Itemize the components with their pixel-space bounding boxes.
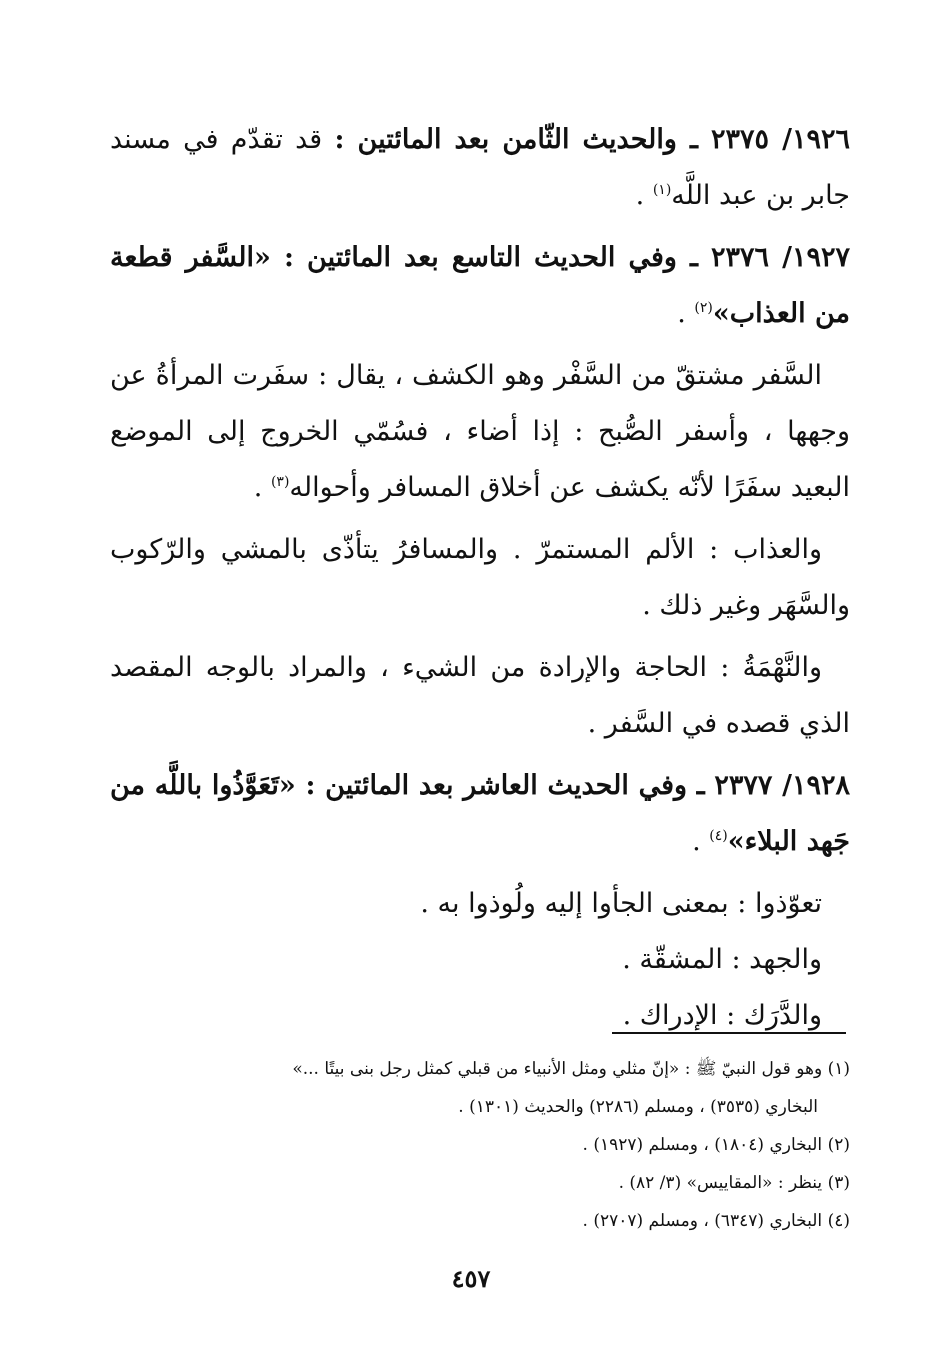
footnote-number: (٢) bbox=[827, 1135, 850, 1155]
footnote-number: (١) bbox=[827, 1059, 850, 1079]
footnote-divider bbox=[612, 1032, 846, 1034]
footnote-4 bbox=[110, 1202, 850, 1240]
explanation-nahma: والنَّهْمَةُ : الحاجة والإرادة من الشيء ، والمراد بالوجه المقصد الذي قصده في السَّفر . bbox=[110, 652, 850, 739]
explanation-adhab: والعذاب : الألم المستمرّ . والمسافرُ يتأذّى بالمشي والرّكوب والسَّهَر وغير ذلك . bbox=[110, 534, 850, 621]
entry-end: . bbox=[692, 826, 710, 857]
page-number: ٤٥٧ bbox=[451, 1264, 491, 1293]
explanation-safar bbox=[110, 348, 850, 516]
entry-end: . bbox=[677, 298, 695, 329]
definition-darak: والدَّرَك : الإدراك . bbox=[622, 1000, 822, 1031]
footnote-text: ينظر : «المقاييس» (٣/ ٨٢) . bbox=[618, 1173, 823, 1193]
explanation-end: . bbox=[253, 472, 271, 503]
entry-heading: ١٩٢٧/ ٢٣٧٦ ـ وفي الحديث التاسع بعد المائتين : «السَّفر قطعة من العذاب» bbox=[110, 242, 850, 329]
main-text bbox=[110, 112, 850, 1044]
footnote-text: البخاري (٦٣٤٧) ، ومسلم (٢٧٠٧) . bbox=[582, 1211, 823, 1231]
footnote-text-continued: البخاري (٣٥٣٥) ، ومسلم (٢٢٨٦) والحديث (١٣٠١) . bbox=[458, 1097, 818, 1117]
entry-text: قد تقدّم في مسند جابر بن عبد اللَّه bbox=[110, 124, 850, 211]
footnote-ref: (٤) bbox=[709, 828, 728, 844]
definition-taawwudh: تعوّذوا : بمعنى الجأوا إليه ولُوذوا به . bbox=[420, 888, 822, 919]
footnote-number: (٣) bbox=[827, 1173, 850, 1193]
hadith-entry-1927 bbox=[110, 230, 850, 342]
entry-heading: ١٩٢٨/ ٢٣٧٧ ـ وفي الحديث العاشر بعد المائتين : «تَعَوَّذُوا باللَّه من جَهد البلاء» bbox=[110, 770, 850, 857]
footnote-text: وهو قول النبيّ ﷺ : «إنّ مثلي ومثل الأنبياء من قبلي كمثل رجل بنى بيتًا ...» bbox=[292, 1059, 823, 1079]
footnote-text: البخاري (١٨٠٤) ، ومسلم (١٩٢٧) . bbox=[582, 1135, 823, 1155]
entry-heading: ١٩٢٦/ ٢٣٧٥ ـ والحديث الثّامن بعد المائتين : bbox=[334, 124, 850, 155]
explanation-text: السَّفر مشتقّ من السَّفْر وهو الكشف ، يقال : سفَرت المرأةُ عن وجهها ، وأسفر الصُّبح : إذا أضاء ، فسُمّي الخروج إلى الموضع البعيد سفَرًا لأنّه يكشف عن أخلاق المسافر وأحواله bbox=[110, 360, 850, 503]
footnote-ref: (٢) bbox=[694, 300, 713, 316]
hadith-entry-1926 bbox=[110, 112, 850, 224]
footnote-ref: (٣) bbox=[270, 474, 290, 490]
definition-jahd: والجهد : المشقّة . bbox=[622, 944, 822, 975]
footnotes bbox=[110, 1050, 850, 1240]
footnote-ref: (١) bbox=[652, 182, 672, 198]
footnote-number: (٤) bbox=[827, 1211, 850, 1231]
footnote-1 bbox=[110, 1050, 850, 1126]
hadith-entry-1928 bbox=[110, 758, 850, 870]
entry-end: . bbox=[635, 180, 653, 211]
footnote-3 bbox=[110, 1164, 850, 1202]
footnote-2 bbox=[110, 1126, 850, 1164]
